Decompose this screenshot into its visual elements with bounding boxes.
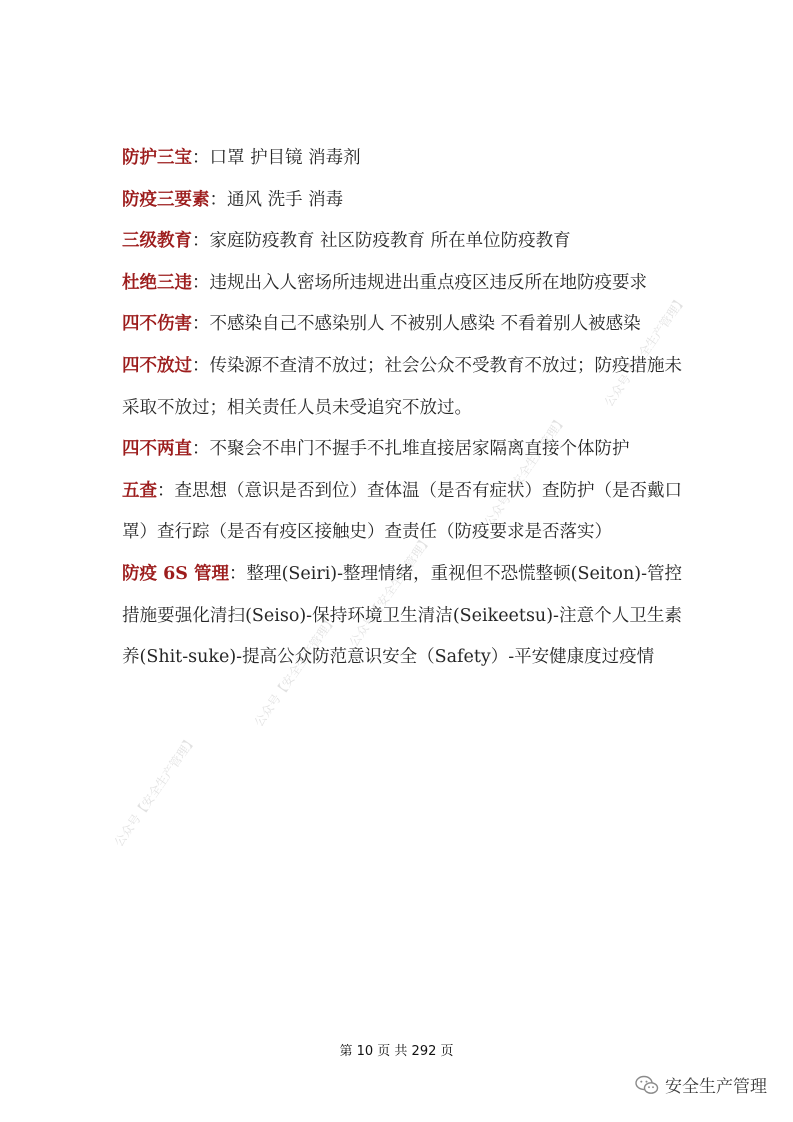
term-label: 杜绝三违: [122, 272, 192, 293]
paragraph-four-no-letting-go: [122, 346, 682, 429]
watermark: 公众号【安全生产管理】: [601, 293, 689, 410]
brand-name: 安全生产管理: [665, 1077, 767, 1097]
paragraph-four-no-harm: [122, 304, 682, 346]
brand-badge: [635, 1072, 767, 1097]
page-number: 第 10 页 共 292 页: [339, 1044, 454, 1059]
term-label: 防护三宝: [122, 148, 192, 168]
paragraph-three-elements: [122, 180, 682, 222]
paragraph-five-checks: [122, 471, 682, 554]
paragraph-text: ：不感染自己不感染别人 不被别人感染 不看着别人被感染: [192, 314, 641, 335]
watermark: 公众号【安全生产管理】: [111, 733, 199, 850]
document-body: [122, 138, 682, 679]
term-label: 四不放过: [122, 355, 192, 376]
term-label: 三级教育: [122, 231, 192, 252]
watermark: 公众号【安全生产管理】: [481, 413, 569, 530]
paragraph-four-no-two-direct: [122, 429, 682, 471]
paragraph-three-violations: [122, 263, 682, 305]
paragraph-text: ：整理(Seiri)-整理情绪，重视但不恐慌整顿(Seiton)-管控措施要强化清扫(Seiso)-保持环境卫生清洁(Seikeetsu)-注意个人卫生素养(Shit-suke)-提高公众防范意识安全（Safety）-平安健康度过疫情: [122, 563, 682, 668]
paragraph-text: ：不聚会不串门不握手不扎堆直接居家隔离直接个体防护: [192, 439, 630, 460]
watermark: 公众号【安全生产管理】: [251, 613, 339, 730]
term-label: 四不伤害: [122, 314, 192, 335]
term-label: 防疫 6S 管理: [122, 563, 230, 584]
paragraph-text: ：传染源不查清不放过；社会公众不受教育不放过；防疫措施未采取不放过；相关责任人员未受追究不放过。: [122, 355, 682, 418]
paragraph-text: ：违规出入人密场所违规进出重点疫区违反所在地防疫要求: [192, 272, 647, 293]
term-label: 防疫三要素: [122, 189, 210, 210]
wechat-icon: [635, 1075, 659, 1095]
paragraph-text: ：查思想（意识是否到位）查体温（是否有症状）查防护（是否戴口罩）查行踪（是否有疫区接触史）查责任（防疫要求是否落实）: [122, 480, 682, 543]
term-label: 五查: [122, 480, 157, 501]
paragraph-text: ：口罩 护目镜 消毒剂: [192, 148, 361, 168]
paragraph-text: ：家庭防疫教育 社区防疫教育 所在单位防疫教育: [192, 231, 571, 252]
term-label: 四不两直: [122, 439, 192, 460]
watermark: 公众号【安全生产管理】: [346, 533, 434, 650]
paragraph-6s-management: [122, 554, 682, 679]
paragraph-protection-three: [122, 138, 682, 180]
paragraph-text: ：通风 洗手 消毒: [209, 189, 344, 210]
paragraph-three-level-education: [122, 221, 682, 263]
